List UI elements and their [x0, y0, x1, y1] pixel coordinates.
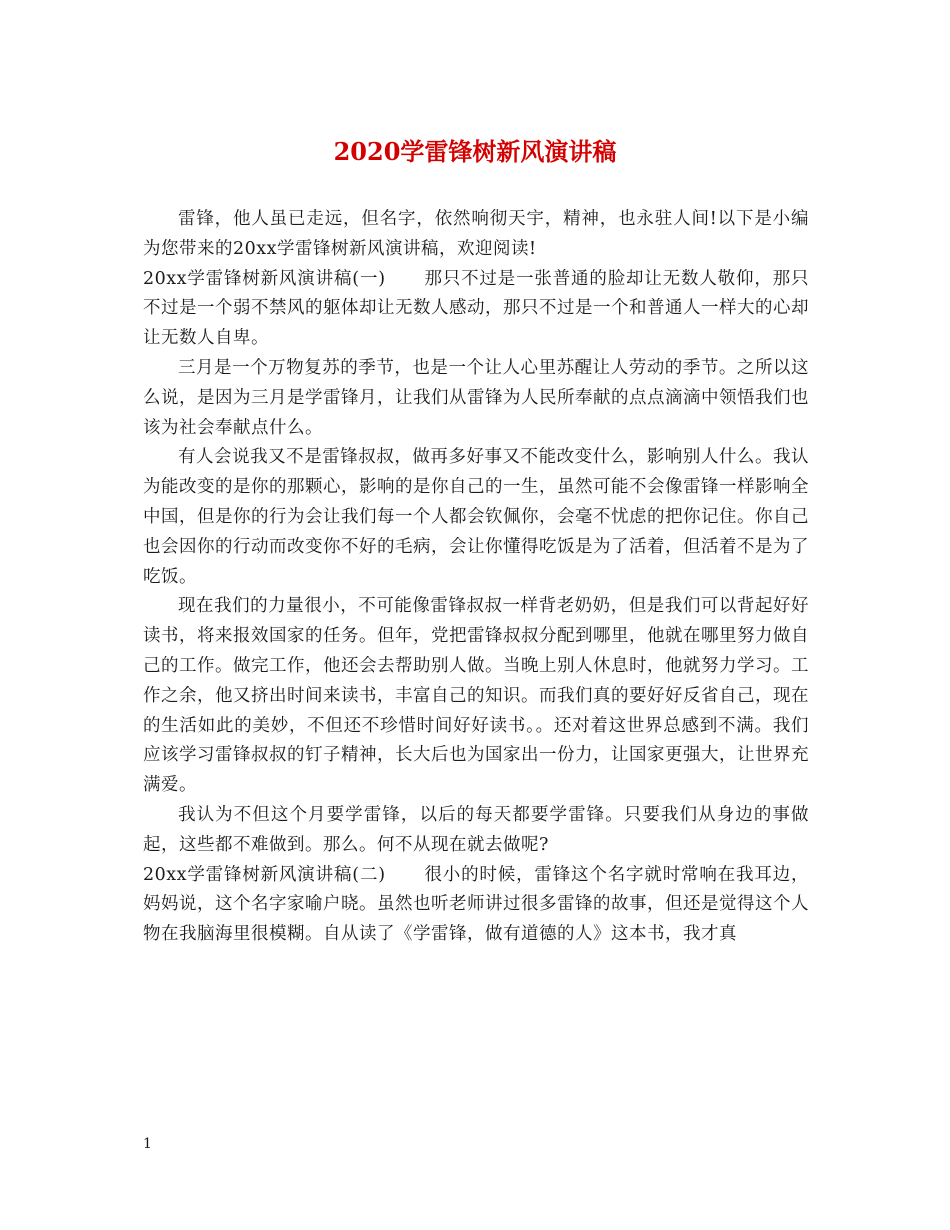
section-1-text: 那只不过是一张普通的脸却让无数人敬仰，那只不过是一个弱不禁风的躯体却让无数人感动，那只不过是一个和普通人一样大的心却让无数人自卑。	[143, 268, 809, 349]
body-paragraph-3: 现在我们的力量很小，不可能像雷锋叔叔一样背老奶奶，但是我们可以背起好好读书，将来报效国家的任务。但年，党把雷锋叔叔分配到哪里，他就在哪里努力做自己的工作。做完工作，他还会去帮助别人做。当晚上别人休息时，他就努力学习。工作之余，他又挤出时间来读书，丰富自己的知识。而我们真的要好好反省自己，现在的生活如此的美妙，不但还不珍惜时间好好读书。。还对着这世界总感到不满。我们应该学习雷锋叔叔的钉子精神，长大后也为国家出一份力，让国家更强大，让世界充满爱。	[143, 596, 809, 796]
body-paragraph-1: 三月是一个万物复苏的季节，也是一个让人心里苏醒让人劳动的季节。之所以这么说，是因为三月是学雷锋月，让我们从雷锋为人民所奉献的点点滴滴中领悟我们也该为社会奉献点什么。	[143, 357, 809, 438]
section-1-paragraph	[143, 265, 809, 354]
body-paragraph-4: 我认为不但这个月要学雷锋，以后的每天都要学雷锋。只要我们从身边的事做起，这些都不难做到。那么。何不从现在就去做呢?	[143, 804, 809, 855]
section-1-heading: 20xx学雷锋树新风演讲稿(一)	[143, 268, 386, 289]
body-paragraph-2: 有人会说我又不是雷锋叔叔，做再多好事又不能改变什么，影响别人什么。我认为能改变的是你的那颗心，影响的是你自己的一生，虽然可能不会像雷锋一样影响全中国，但是你的行为会让我们每一个人都会钦佩你，会毫不忧虑的把你记住。你自己也会因你的行动而改变你不好的毛病，会让你懂得吃饭是为了活着，但活着不是为了吃饭。	[143, 447, 809, 587]
document-title: 2020学雷锋树新风演讲稿	[333, 137, 617, 166]
document-body	[143, 205, 809, 950]
intro-paragraph: 雷锋，他人虽已走远，但名字，依然响彻天宇，精神，也永驻人间!以下是小编为您带来的20xx学雷锋树新风演讲稿，欢迎阅读!	[143, 209, 809, 259]
page-number: 1	[143, 1136, 152, 1152]
section-2-heading: 20xx学雷锋树新风演讲稿(二)	[143, 864, 386, 885]
section-2-text: 很小的时候，雷锋这个名字就时常响在我耳边，妈妈说，这个名字家喻户晓。虽然也听老师讲过很多雷锋的故事，但还是觉得这个人物在我脑海里很模糊。自从读了《学雷锋，做有道德的人》这本书，我才真	[143, 864, 809, 945]
section-2-paragraph	[143, 861, 809, 950]
